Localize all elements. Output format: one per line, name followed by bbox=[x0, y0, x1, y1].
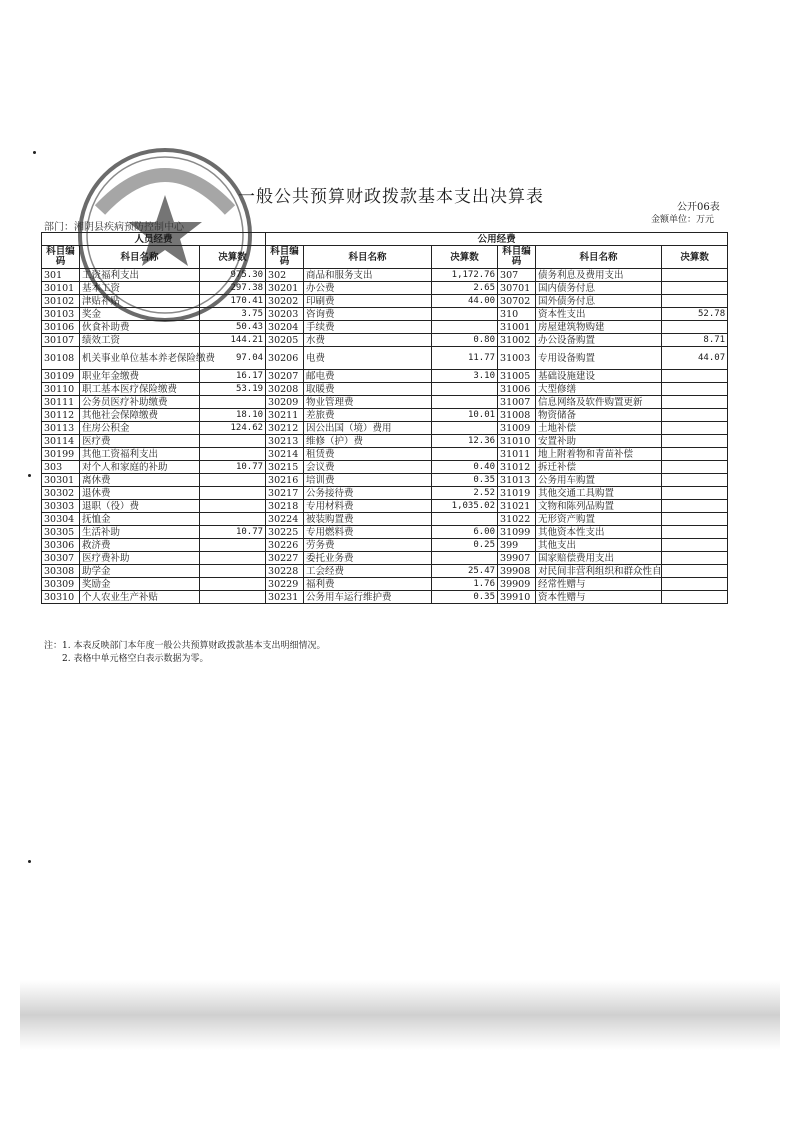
col-header-code: 科目编码 bbox=[42, 246, 80, 269]
row-amount bbox=[200, 500, 266, 513]
row-name: 商品和服务支出 bbox=[304, 269, 432, 282]
table-row bbox=[42, 552, 728, 565]
row-name: 国家赔偿费用支出 bbox=[536, 552, 662, 565]
row-code: 30308 bbox=[42, 565, 80, 578]
row-amount bbox=[200, 552, 266, 565]
row-amount bbox=[662, 591, 728, 604]
row-name: 伙食补助费 bbox=[80, 321, 200, 334]
row-code: 30112 bbox=[42, 409, 80, 422]
row-name: 差旅费 bbox=[304, 409, 432, 422]
row-amount: 975.30 bbox=[200, 269, 266, 282]
row-amount bbox=[662, 409, 728, 422]
row-name: 被装购置费 bbox=[304, 513, 432, 526]
row-name: 手续费 bbox=[304, 321, 432, 334]
form-number: 公开06表 bbox=[677, 202, 720, 213]
row-code: 30203 bbox=[266, 308, 304, 321]
row-name: 退休费 bbox=[80, 487, 200, 500]
row-code: 30213 bbox=[266, 435, 304, 448]
row-code: 30202 bbox=[266, 295, 304, 308]
row-amount bbox=[432, 422, 498, 435]
row-amount: 25.47 bbox=[432, 565, 498, 578]
row-code: 30206 bbox=[266, 347, 304, 370]
table-row bbox=[42, 539, 728, 552]
row-amount bbox=[200, 591, 266, 604]
row-amount: 44.00 bbox=[432, 295, 498, 308]
row-amount: 2.65 bbox=[432, 282, 498, 295]
row-amount bbox=[200, 539, 266, 552]
row-code: 30227 bbox=[266, 552, 304, 565]
row-amount bbox=[662, 269, 728, 282]
row-amount bbox=[662, 422, 728, 435]
row-amount bbox=[200, 448, 266, 461]
row-name: 土地补偿 bbox=[536, 422, 662, 435]
row-code: 30215 bbox=[266, 461, 304, 474]
table-row bbox=[42, 565, 728, 578]
row-amount: 6.00 bbox=[432, 526, 498, 539]
table-row bbox=[42, 422, 728, 435]
row-amount: 50.43 bbox=[200, 321, 266, 334]
row-amount bbox=[200, 513, 266, 526]
row-code: 31022 bbox=[498, 513, 536, 526]
row-code: 31021 bbox=[498, 500, 536, 513]
row-code: 31009 bbox=[498, 422, 536, 435]
row-name: 住房公积金 bbox=[80, 422, 200, 435]
row-name: 机关事业单位基本养老保险缴费 bbox=[80, 347, 200, 370]
row-name: 印刷费 bbox=[304, 295, 432, 308]
row-code: 31006 bbox=[498, 383, 536, 396]
table-row bbox=[42, 347, 728, 370]
row-amount bbox=[662, 552, 728, 565]
row-name: 职业年金缴费 bbox=[80, 370, 200, 383]
row-code: 30216 bbox=[266, 474, 304, 487]
row-amount bbox=[200, 396, 266, 409]
row-amount bbox=[432, 552, 498, 565]
row-name: 地上附着物和青苗补偿 bbox=[536, 448, 662, 461]
row-code: 30305 bbox=[42, 526, 80, 539]
row-code: 30201 bbox=[266, 282, 304, 295]
row-name: 工资福利支出 bbox=[80, 269, 200, 282]
row-name: 国外债务付息 bbox=[536, 295, 662, 308]
row-amount bbox=[200, 578, 266, 591]
row-amount bbox=[662, 539, 728, 552]
row-code: 30217 bbox=[266, 487, 304, 500]
table-row bbox=[42, 513, 728, 526]
row-name: 基础设施建设 bbox=[536, 370, 662, 383]
row-code: 30107 bbox=[42, 334, 80, 347]
row-code: 31019 bbox=[498, 487, 536, 500]
row-code: 301 bbox=[42, 269, 80, 282]
row-code: 30228 bbox=[266, 565, 304, 578]
table-row bbox=[42, 500, 728, 513]
row-amount: 3.75 bbox=[200, 308, 266, 321]
row-code: 30303 bbox=[42, 500, 80, 513]
row-code: 30101 bbox=[42, 282, 80, 295]
row-name: 工会经费 bbox=[304, 565, 432, 578]
row-code: 30211 bbox=[266, 409, 304, 422]
row-amount: 144.21 bbox=[200, 334, 266, 347]
row-amount bbox=[662, 526, 728, 539]
scan-smudge bbox=[0, 960, 793, 1080]
row-name: 公务用车购置 bbox=[536, 474, 662, 487]
row-amount: 1.76 bbox=[432, 578, 498, 591]
row-amount: 97.04 bbox=[200, 347, 266, 370]
row-name: 奖金 bbox=[80, 308, 200, 321]
table-row bbox=[42, 409, 728, 422]
row-amount: 10.77 bbox=[200, 526, 266, 539]
row-code: 31010 bbox=[498, 435, 536, 448]
row-code: 31003 bbox=[498, 347, 536, 370]
row-code: 30106 bbox=[42, 321, 80, 334]
col-header-amount: 决算数 bbox=[432, 246, 498, 269]
row-amount bbox=[662, 435, 728, 448]
table-row bbox=[42, 282, 728, 295]
scan-speck bbox=[28, 860, 31, 863]
row-name: 债务利息及费用支出 bbox=[536, 269, 662, 282]
row-name: 拆迁补偿 bbox=[536, 461, 662, 474]
col-header-code: 科目编码 bbox=[266, 246, 304, 269]
scan-speck bbox=[28, 474, 31, 477]
table-row bbox=[42, 487, 728, 500]
row-name: 办公费 bbox=[304, 282, 432, 295]
row-code: 399 bbox=[498, 539, 536, 552]
row-amount bbox=[200, 487, 266, 500]
table-row bbox=[42, 321, 728, 334]
unit-label: 金额单位：万元 bbox=[651, 215, 715, 225]
row-name: 物资储备 bbox=[536, 409, 662, 422]
row-code: 30113 bbox=[42, 422, 80, 435]
row-name: 其他社会保障缴费 bbox=[80, 409, 200, 422]
table-row bbox=[42, 461, 728, 474]
row-name: 个人农业生产补贴 bbox=[80, 591, 200, 604]
row-name: 取暖费 bbox=[304, 383, 432, 396]
report-title: 一般公共预算财政拨款基本支出决算表 bbox=[238, 187, 544, 207]
row-name: 医疗费 bbox=[80, 435, 200, 448]
row-amount bbox=[662, 282, 728, 295]
row-amount bbox=[662, 578, 728, 591]
row-name: 专用燃料费 bbox=[304, 526, 432, 539]
row-code: 303 bbox=[42, 461, 80, 474]
row-code: 30304 bbox=[42, 513, 80, 526]
row-amount: 16.17 bbox=[200, 370, 266, 383]
note-line: 2. 表格中单元格空白表示数据为零。 bbox=[62, 654, 209, 664]
col-header-name: 科目名称 bbox=[80, 246, 200, 269]
col-header-amount: 决算数 bbox=[200, 246, 266, 269]
row-name: 安置补助 bbox=[536, 435, 662, 448]
row-amount bbox=[432, 308, 498, 321]
row-code: 302 bbox=[266, 269, 304, 282]
row-code: 310 bbox=[498, 308, 536, 321]
row-code: 30102 bbox=[42, 295, 80, 308]
row-amount: 1,172.76 bbox=[432, 269, 498, 282]
row-code: 39909 bbox=[498, 578, 536, 591]
row-code: 30109 bbox=[42, 370, 80, 383]
row-amount bbox=[662, 295, 728, 308]
row-amount bbox=[662, 565, 728, 578]
row-code: 31002 bbox=[498, 334, 536, 347]
row-amount bbox=[662, 321, 728, 334]
row-name: 信息网络及软件购置更新 bbox=[536, 396, 662, 409]
row-name: 抚恤金 bbox=[80, 513, 200, 526]
notes bbox=[44, 640, 325, 666]
row-code: 31005 bbox=[498, 370, 536, 383]
row-code: 31007 bbox=[498, 396, 536, 409]
row-amount: 297.38 bbox=[200, 282, 266, 295]
row-name: 房屋建筑物购建 bbox=[536, 321, 662, 334]
row-name: 公务接待费 bbox=[304, 487, 432, 500]
row-code: 30214 bbox=[266, 448, 304, 461]
row-name: 助学金 bbox=[80, 565, 200, 578]
row-name: 救济费 bbox=[80, 539, 200, 552]
table-row bbox=[42, 474, 728, 487]
row-code: 30208 bbox=[266, 383, 304, 396]
table-row bbox=[42, 334, 728, 347]
row-name: 职工基本医疗保险缴费 bbox=[80, 383, 200, 396]
row-name: 专用设备购置 bbox=[536, 347, 662, 370]
row-name: 公务用车运行维护费 bbox=[304, 591, 432, 604]
row-amount bbox=[200, 435, 266, 448]
row-name: 水费 bbox=[304, 334, 432, 347]
row-amount bbox=[432, 321, 498, 334]
table-row bbox=[42, 435, 728, 448]
row-code: 39910 bbox=[498, 591, 536, 604]
row-name: 退职（役）费 bbox=[80, 500, 200, 513]
row-name: 因公出国（境）费用 bbox=[304, 422, 432, 435]
row-amount: 0.40 bbox=[432, 461, 498, 474]
row-name: 电费 bbox=[304, 347, 432, 370]
row-code: 30209 bbox=[266, 396, 304, 409]
row-amount bbox=[662, 370, 728, 383]
row-amount: 124.62 bbox=[200, 422, 266, 435]
row-name: 委托业务费 bbox=[304, 552, 432, 565]
row-amount: 44.07 bbox=[662, 347, 728, 370]
table-row bbox=[42, 526, 728, 539]
row-name: 对个人和家庭的补助 bbox=[80, 461, 200, 474]
row-name: 资本性支出 bbox=[536, 308, 662, 321]
row-code: 39907 bbox=[498, 552, 536, 565]
expenditure-table bbox=[41, 232, 728, 604]
row-code: 30301 bbox=[42, 474, 80, 487]
row-code: 39908 bbox=[498, 565, 536, 578]
row-code: 30212 bbox=[266, 422, 304, 435]
row-name: 会议费 bbox=[304, 461, 432, 474]
row-amount: 2.52 bbox=[432, 487, 498, 500]
row-amount: 53.19 bbox=[200, 383, 266, 396]
group-header-public: 公用经费 bbox=[266, 233, 728, 246]
row-amount: 0.35 bbox=[432, 591, 498, 604]
row-name: 福利费 bbox=[304, 578, 432, 591]
row-amount bbox=[662, 383, 728, 396]
row-code: 30114 bbox=[42, 435, 80, 448]
row-code: 30307 bbox=[42, 552, 80, 565]
row-name: 绩效工资 bbox=[80, 334, 200, 347]
table-row bbox=[42, 448, 728, 461]
row-name: 津贴补贴 bbox=[80, 295, 200, 308]
row-amount: 0.80 bbox=[432, 334, 498, 347]
row-code: 30218 bbox=[266, 500, 304, 513]
row-name: 国内债务付息 bbox=[536, 282, 662, 295]
row-code: 31011 bbox=[498, 448, 536, 461]
row-name: 对民间非营利组织和群众性自 bbox=[536, 565, 662, 578]
row-name: 物业管理费 bbox=[304, 396, 432, 409]
table-row bbox=[42, 578, 728, 591]
group-header-personnel: 人员经费 bbox=[42, 233, 266, 246]
row-name: 培训费 bbox=[304, 474, 432, 487]
row-code: 30103 bbox=[42, 308, 80, 321]
row-code: 31008 bbox=[498, 409, 536, 422]
row-name: 邮电费 bbox=[304, 370, 432, 383]
row-code: 30309 bbox=[42, 578, 80, 591]
row-amount: 10.01 bbox=[432, 409, 498, 422]
row-amount: 1,035.02 bbox=[432, 500, 498, 513]
row-name: 其他工资福利支出 bbox=[80, 448, 200, 461]
row-amount bbox=[432, 513, 498, 526]
row-code: 31012 bbox=[498, 461, 536, 474]
col-header-amount: 决算数 bbox=[662, 246, 728, 269]
row-amount: 8.71 bbox=[662, 334, 728, 347]
row-code: 30701 bbox=[498, 282, 536, 295]
scan-speck bbox=[33, 151, 36, 154]
row-code: 30111 bbox=[42, 396, 80, 409]
row-amount: 12.36 bbox=[432, 435, 498, 448]
row-name: 经常性赠与 bbox=[536, 578, 662, 591]
col-header-name: 科目名称 bbox=[304, 246, 432, 269]
row-name: 专用材料费 bbox=[304, 500, 432, 513]
row-name: 基本工资 bbox=[80, 282, 200, 295]
row-amount bbox=[200, 474, 266, 487]
row-amount bbox=[662, 448, 728, 461]
row-code: 30207 bbox=[266, 370, 304, 383]
row-name: 劳务费 bbox=[304, 539, 432, 552]
row-name: 办公设备购置 bbox=[536, 334, 662, 347]
row-amount bbox=[662, 396, 728, 409]
row-amount bbox=[662, 461, 728, 474]
row-amount bbox=[662, 487, 728, 500]
row-name: 维修（护）费 bbox=[304, 435, 432, 448]
row-amount bbox=[662, 474, 728, 487]
row-amount: 170.41 bbox=[200, 295, 266, 308]
row-code: 30302 bbox=[42, 487, 80, 500]
table-row bbox=[42, 591, 728, 604]
note-line: 注：1. 本表反映部门本年度一般公共预算财政拨款基本支出明细情况。 bbox=[44, 641, 326, 651]
row-amount: 52.78 bbox=[662, 308, 728, 321]
row-amount bbox=[432, 448, 498, 461]
row-name: 其他交通工具购置 bbox=[536, 487, 662, 500]
table-row bbox=[42, 383, 728, 396]
row-amount: 18.10 bbox=[200, 409, 266, 422]
col-header-code: 科目编码 bbox=[498, 246, 536, 269]
row-code: 30224 bbox=[266, 513, 304, 526]
row-code: 30231 bbox=[266, 591, 304, 604]
row-code: 31001 bbox=[498, 321, 536, 334]
row-code: 30306 bbox=[42, 539, 80, 552]
row-code: 30199 bbox=[42, 448, 80, 461]
row-name: 医疗费补助 bbox=[80, 552, 200, 565]
row-code: 30229 bbox=[266, 578, 304, 591]
table-body bbox=[42, 269, 728, 604]
table-row bbox=[42, 269, 728, 282]
department-label: 部门：湘阴县疾病预防控制中心 bbox=[44, 222, 184, 233]
row-amount bbox=[200, 565, 266, 578]
row-code: 307 bbox=[498, 269, 536, 282]
row-code: 30108 bbox=[42, 347, 80, 370]
row-amount: 0.25 bbox=[432, 539, 498, 552]
row-name: 咨询费 bbox=[304, 308, 432, 321]
table-row bbox=[42, 295, 728, 308]
row-amount bbox=[662, 513, 728, 526]
row-name: 公务员医疗补助缴费 bbox=[80, 396, 200, 409]
col-header-name: 科目名称 bbox=[536, 246, 662, 269]
row-amount bbox=[432, 396, 498, 409]
row-code: 30702 bbox=[498, 295, 536, 308]
row-name: 生活补助 bbox=[80, 526, 200, 539]
row-code: 31099 bbox=[498, 526, 536, 539]
row-amount: 11.77 bbox=[432, 347, 498, 370]
row-name: 文物和陈列品购置 bbox=[536, 500, 662, 513]
row-code: 30110 bbox=[42, 383, 80, 396]
row-name: 离休费 bbox=[80, 474, 200, 487]
row-code: 30310 bbox=[42, 591, 80, 604]
table-row bbox=[42, 396, 728, 409]
row-code: 30204 bbox=[266, 321, 304, 334]
row-code: 30225 bbox=[266, 526, 304, 539]
row-name: 租赁费 bbox=[304, 448, 432, 461]
row-name: 资本性赠与 bbox=[536, 591, 662, 604]
row-code: 31013 bbox=[498, 474, 536, 487]
row-amount: 3.10 bbox=[432, 370, 498, 383]
row-code: 30226 bbox=[266, 539, 304, 552]
row-name: 无形资产购置 bbox=[536, 513, 662, 526]
row-amount: 10.77 bbox=[200, 461, 266, 474]
row-code: 30205 bbox=[266, 334, 304, 347]
row-amount: 0.35 bbox=[432, 474, 498, 487]
table-row bbox=[42, 370, 728, 383]
row-name: 其他资本性支出 bbox=[536, 526, 662, 539]
row-name: 大型修缮 bbox=[536, 383, 662, 396]
row-amount bbox=[432, 383, 498, 396]
row-amount bbox=[662, 500, 728, 513]
row-name: 其他支出 bbox=[536, 539, 662, 552]
row-name: 奖励金 bbox=[80, 578, 200, 591]
table-row bbox=[42, 308, 728, 321]
